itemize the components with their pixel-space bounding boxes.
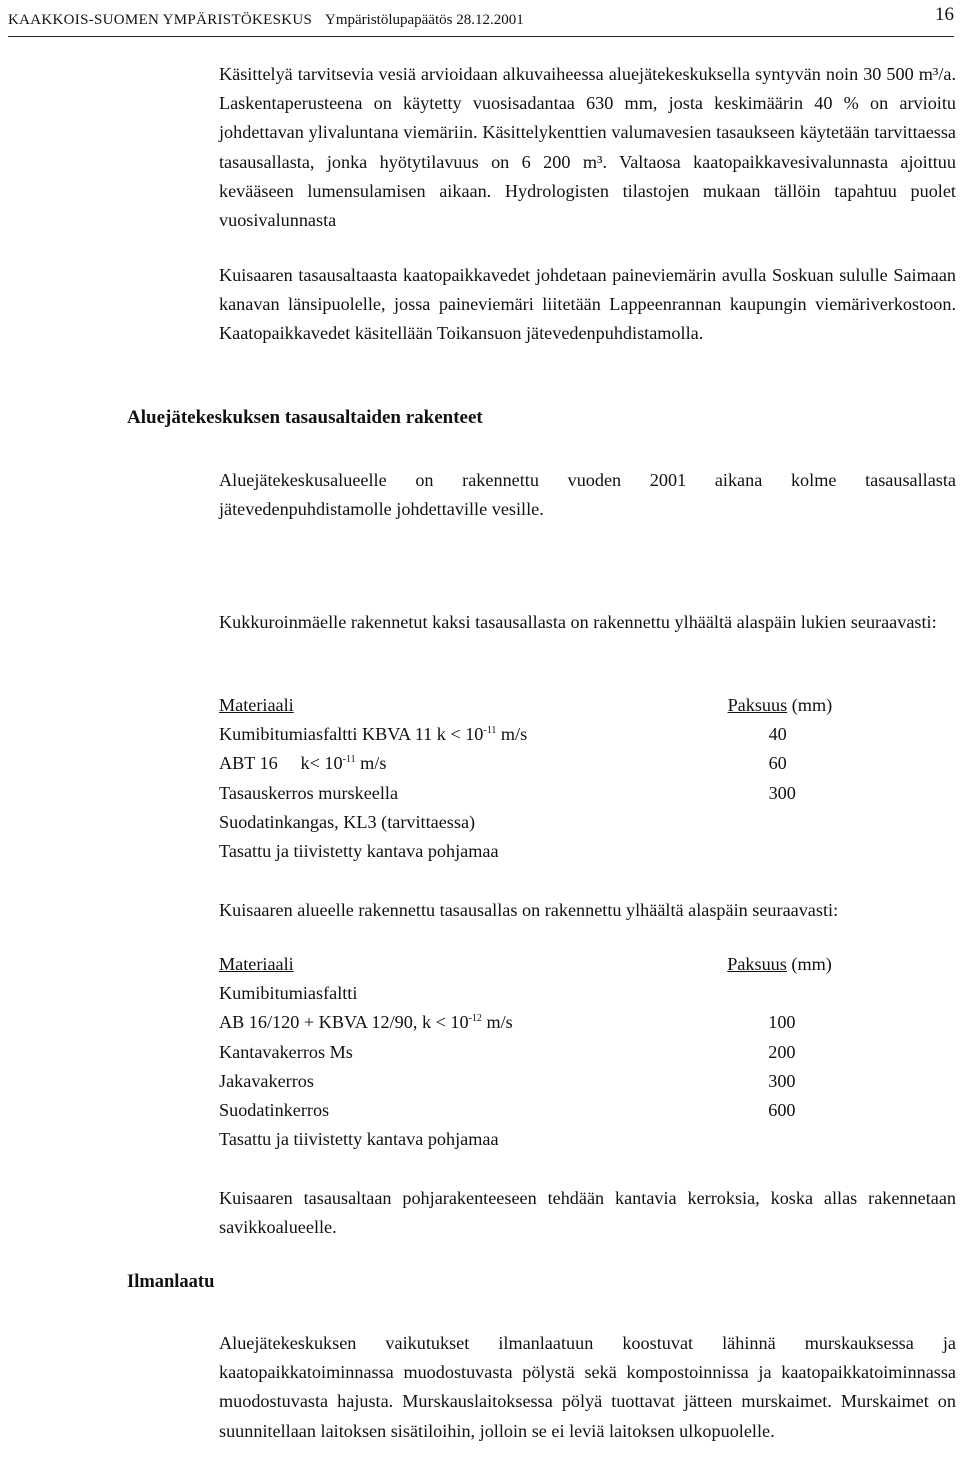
paragraph-kukkuroinmaki: Kukkuroinmäelle rakennetut kaksi tasausallasta on rakennettu ylhäältä alaspäin lukien seuraavasti: [219, 612, 937, 632]
material-cell: Suodatinkangas, KL3 (tarvittaessa) [219, 811, 476, 832]
column-header-material: Materiaali [219, 695, 294, 715]
exponent: -11 [483, 725, 497, 737]
material-cell: Tasattu ja tiivistetty kantava pohjamaa [219, 1129, 499, 1150]
page-number: 16 [935, 4, 954, 25]
table-row [219, 1042, 960, 1071]
paragraph-three-basins: Aluejätekeskusalueelle on rakennettu vuoden 2001 aikana kolme tasausallasta jätevedenpuhdistamolle johdettaville vesille. [219, 470, 956, 520]
table-row [219, 783, 960, 812]
thickness-cell [727, 983, 960, 1012]
heading-basin-structures: Aluejätekeskuksen tasausaltaiden rakenteet [127, 407, 483, 428]
exponent: -11 [342, 754, 356, 766]
thickness-cell: 300 [768, 1070, 796, 1091]
thickness-cell [728, 841, 960, 870]
table-row [219, 1129, 960, 1158]
table-row [219, 1071, 960, 1100]
material-cell: Jakavakerros [219, 1070, 314, 1091]
material-cell: ABT 16 k< 10 [219, 753, 343, 774]
column-header-unit: (mm) [791, 695, 833, 715]
unit-tail: m/s [355, 753, 387, 774]
heading-air-quality: Ilmanlaatu [127, 1272, 215, 1292]
paragraph-air-quality: Aluejätekeskuksen vaikutukset ilmanlaatuun koostuvat lähinnä murskauksessa ja kaatopaikkatoiminnassa muodostuvasta pölystä sekä kompostoinnissa ja kaatopaikkatoiminnassa muodostuvasta hajusta. Murskauslaitoksessa pölyä tuottavat jätteen murskaimet. Murskaimet on suunnitellaan laitoksen sisätiloihin, jolloin se ei leviä laitoksen ulkopuolelle. [219, 1333, 956, 1441]
thickness-cell: 40 [768, 724, 787, 745]
table-header-row [219, 695, 960, 724]
thickness-cell: 300 [768, 782, 796, 803]
table-row [219, 983, 960, 1012]
table-row [219, 753, 960, 782]
material-cell: Tasattu ja tiivistetty kantava pohjamaa [219, 840, 499, 861]
material-cell: AB 16/120 + KBVA 12/90, k < 10 [219, 1012, 469, 1033]
thickness-cell [727, 1129, 960, 1158]
paragraph-water-volumes: Käsittelyä tarvitsevia vesiä arvioidaan alkuvaiheessa aluejätekeskuksella syntyvän noin 30 500 m³/a. Laskentaperusteena on käytetty vuosisadantaa 630 mm, josta keskimäärin 40 % on arvioitu johdettavan ylivaluntana viemäriin. Käsittelykenttien valumavesien tasaukseen käytetään tarvittaessa tasausallasta, jonka hyötytilavuus on 6 200 m³. Valtaosa kaatopaikkavesivalunnasta ajoittuu kevääseen lumensulamisen aikaan. Hydrologisten tilastojen mukaan tällöin tapahtuu puolet vuosivalunnasta [219, 64, 956, 231]
paragraph-load-bearing-layers: Kuisaaren tasausaltaan pohjarakenteeseen tehdään kantavia kerroksia, koska allas rakennetaan savikkoalueelle. [219, 1188, 956, 1238]
table-header-row [219, 954, 960, 983]
table-row [219, 724, 960, 753]
paragraph-pressure-sewer: Kuisaaren tasausaltaasta kaatopaikkavedet johdetaan paineviemärin avulla Soskuan sululle Saimaan kanavan länsipuolelle, jossa paineviemäri liitetään Lappeenrannan kaupungin viemäriverkostoon. Kaatopaikkavedet käsitellään Toikansuon jätevedenpuhdistamolla. [219, 265, 956, 344]
column-header-thickness: Paksuus [727, 695, 788, 715]
material-cell: Tasauskerros murskeella [219, 782, 399, 803]
material-cell: Suodatinkerros [219, 1099, 330, 1120]
table-row [219, 841, 960, 870]
table-row [219, 812, 960, 841]
unit-tail: m/s [496, 724, 528, 745]
decision-title: Ympäristölupapäätös 28.12.2001 [325, 12, 524, 28]
thickness-cell: 100 [768, 1012, 796, 1033]
thickness-cell: 600 [768, 1099, 796, 1120]
column-header-unit: (mm) [791, 954, 832, 974]
material-cell: Kumibitumiasfaltti KBVA 11 k < 10 [219, 724, 484, 745]
layer-table-kuisaari [219, 954, 960, 1158]
thickness-cell: 200 [768, 1041, 796, 1062]
material-cell: Kantavakerros Ms [219, 1041, 353, 1062]
layer-table-kukkuroinmaki [219, 695, 960, 870]
table-row [219, 1012, 960, 1041]
material-cell: Kumibitumiasfaltti [219, 983, 358, 1004]
page-header [8, 4, 954, 37]
unit-tail: m/s [481, 1012, 513, 1033]
column-header-thickness: Paksuus [727, 954, 787, 974]
table-row [219, 1100, 960, 1129]
organization-name: KAAKKOIS-SUOMEN YMPÄRISTÖKESKUS [8, 12, 313, 28]
paragraph-kuisaari-basin: Kuisaaren alueelle rakennettu tasausallas on rakennettu ylhäältä alaspäin seuraavasti: [219, 900, 839, 920]
thickness-cell: 60 [768, 753, 787, 774]
thickness-cell [728, 812, 960, 841]
column-header-material: Materiaali [219, 954, 294, 974]
exponent: -12 [468, 1013, 482, 1025]
